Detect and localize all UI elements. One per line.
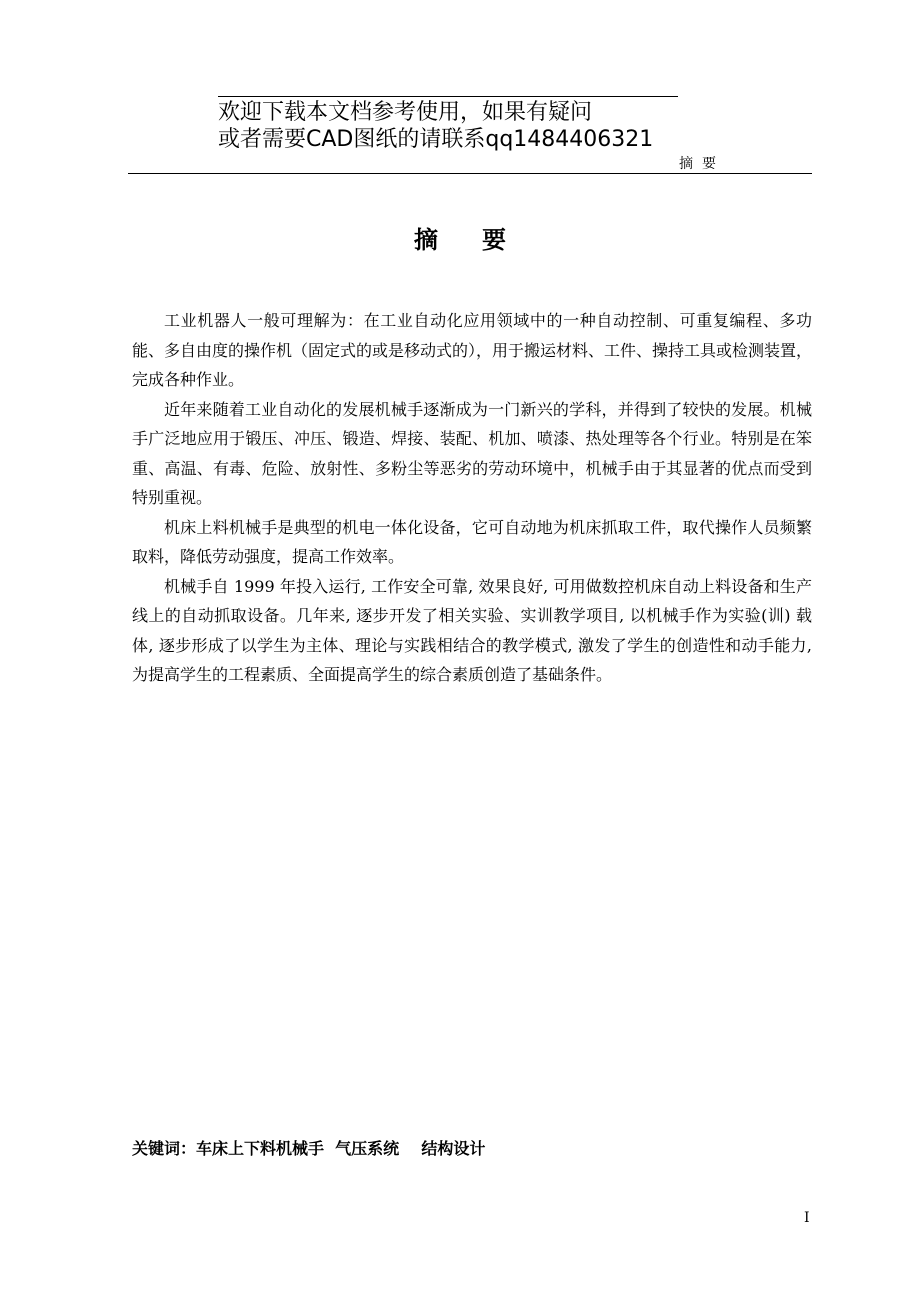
abstract-body [132,306,812,690]
watermark-line-1: 欢迎下载本文档参考使用，如果有疑问 [218,100,593,125]
keywords-line: 关键词：车床上下料机械手 气压系统 结构设计 [132,1139,486,1158]
paragraph-1: 工业机器人一般可理解为：在工业自动化应用领域中的一种自动控制、可重复编程、多功能、多自由度的操作机（固定式的或是移动式的），用于搬运材料、工件、操持工具或检测装置，完成各种作业。 [132,311,813,389]
header-divider [128,173,812,174]
page-number: I [804,1210,810,1226]
running-header-title: 摘要 [679,156,725,172]
watermark-notice [218,96,678,153]
paragraph-4: 机械手自 1999 年投入运行, 工作安全可靠, 效果良好, 可用做数控机床自动上料设备和生产线上的自动抓取设备。几年来, 逐步开发了相关实验、实训教学项目, 以机械手作为实验(训) 载体, 逐步形成了以学生为主体、理论与实践相结合的教学模式, 激发了学生的创造性和动手能力, 为提高学生的工程素质、全面提高学生的综合素质创造了基础条件。 [132,576,812,684]
paragraph-2: 近年来随着工业自动化的发展机械手逐渐成为一门新兴的学科，并得到了较快的发展。机械手广泛地应用于锻压、冲压、锻造、焊接、装配、机加、喷漆、热处理等各个行业。特别是在笨重、高温、有毒、危险、放射性、多粉尘等恶劣的劳动环境中，机械手由于其显著的优点而受到特别重视。 [132,399,812,507]
watermark-line-2: 或者需要CAD图纸的请联系qq1484406321 [218,127,654,152]
page-title: 摘要 [414,225,550,254]
paragraph-3: 机床上料机械手是典型的机电一体化设备，它可自动地为机床抓取工件，取代操作人员频繁取料，降低劳动强度，提高工作效率。 [132,517,812,566]
